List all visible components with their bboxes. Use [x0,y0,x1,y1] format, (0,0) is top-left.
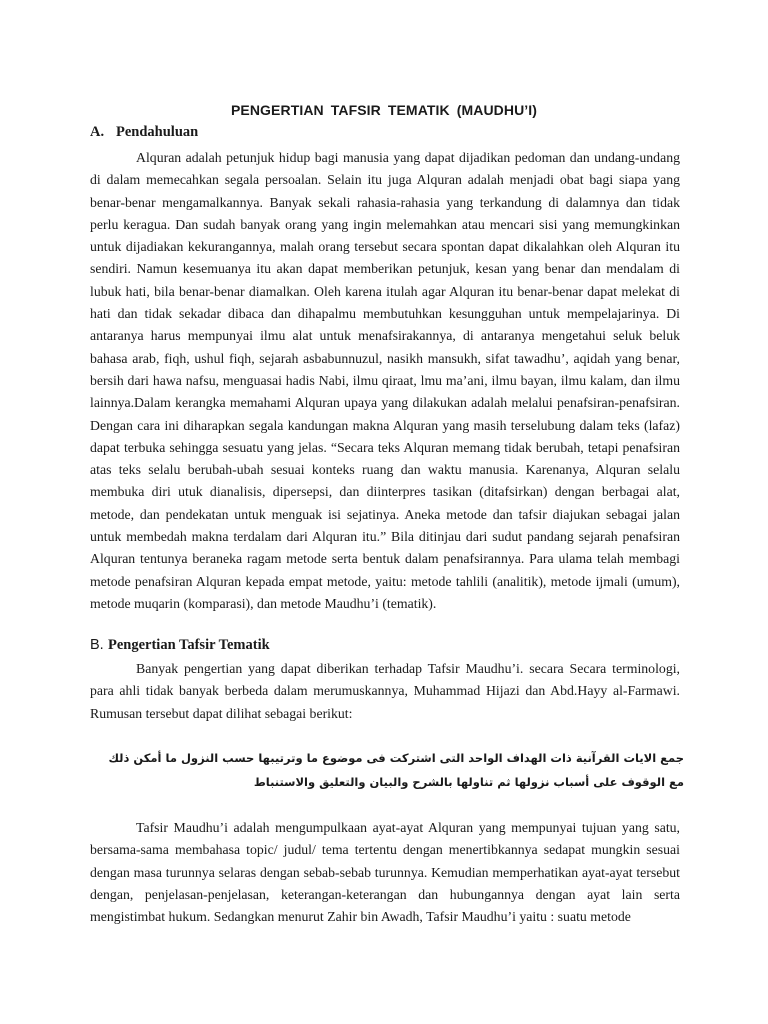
section-a-paragraph [90,147,680,615]
section-b-paragraph-text: Banyak pengertian yang dapat diberikan terhadap Tafsir Maudhu’i. secara Secara terminologi, para ahli tidak banyak berbeda dalam merumuskannya, Muhammad Hijazi dan Abd.Hayy al-Farmawi. Rumusan tersebut dapat dilihat sebagai berikut: [90,661,680,721]
section-a-paragraph-text: Alquran adalah petunjuk hidup bagi manusia yang dapat dijadikan pedoman dan undang-undang di dalam memecahkan segala persoalan. Selain itu juga Alquran adalah menjadi obat bagi siapa yang benar-benar mengamalkannya. Banyak sekali rahasia-rahasia yang terkandung di dalamnya dan tidak perlu keragua. Dan sudah banyak orang yang ingin melemahkan atau mencari sisi yang memungkinkan untuk dijadiakan kekurangannya, malah orang tersebut secara spontan dapat dikalahkan oleh Alquran itu sendiri. Namun kesemuanya itu akan dapat memberikan petunjuk, kesan yang benar dan mendalam di lubuk hati, bila benar-benar diamalkan. Oleh karena itulah agar Alquran itu benar-benar dapat melekat di hati dan tidak sekadar dibaca dan dihapalmu membutuhkan kesungguhan untuk mempelajarinya. Di antaranya harus mempunyai ilmu alat untuk menafsirakannya, di antaranya mengetahui seluk beluk bahasa arab, fiqh, ushul fiqh, sejarah asbabunnuzul, nasikh mansukh, sifat tawadhu’, aqidah yang benar, bersih dari hawa nafsu, menguasai hadis Nabi, ilmu qiraat, lmu ma’ani, ilmu bayan, ilmu kalam, dan ilmu lainnya.Dalam kerangka memahami Alquran upaya yang dilakukan adalah melalui penafsiran-penafsiran. Dengan cara ini diharapkan segala kandungan makna Alquran yang masih terselubung dalam teks (lafaz) dapat terbuka sehingga sesuatu yang jelas. “Secara teks Alquran memang tidak berubah, tetapi penafsiran atas teks selalu berubah-ubah sesuai konteks ruang dan waktu manusia. Karenanya, Alquran selalu membuka diri utuk dianalisis, dipersepsi, dan diinterpres tasikan (ditafsirkan) dengan berbagai alat, metode, dan pendekatan untuk menguak isi sejatinya. Aneka metode dan tafsir diajukan sebagai jalan untuk membedah makna terdalam dari Alquran itu.” Bila ditinjau dari sudut pandang sejarah penafsiran Alquran tentunya beraneka ragam metode serta bentuk dalam penafsirannya. Para ulama telah membagi metode penafsiran Alquran kepada empat metode, yaitu: metode tahlili (analitik), metode ijmali (umum), metode muqarin (komparasi), dan metode Maudhu’i (tematik). [90,150,680,611]
section-b-heading [90,637,270,654]
section-b-paragraph-2-text: Tafsir Maudhu’i adalah mengumpulkaan ayat-ayat Alquran yang mempunyai tujuan yang satu, bersama-sama membahasa topic/ judul/ tema tertentu dengan menertibkannya sedapat mungkin sesuai dengan masa turunnya selaras dengan sebab-sebab turunnya. Kemudian memperhatikan ayat-ayat tersebut dengan, penjelasan-penjelasan, keterangan-keterangan dan hubungannya dengan ayat lain serta mengistimbat hukum. Sedangkan menurut Zahir bin Awadh, Tafsir Maudhu’i yaitu : suatu metode [90,820,680,925]
section-a-heading [90,124,198,141]
section-b-title: Pengertian Tafsir Tematik [108,637,270,653]
section-b-number: B. [90,637,104,653]
section-b-paragraph [90,658,680,725]
section-a-number: A. [90,124,105,140]
section-b-paragraph-2 [90,817,680,928]
document-title: PENGERTIAN TAFSIR TEMATIK (MAUDHU’I) [230,102,538,118]
arabic-definition-quote: جمع الايات القرآنية ذات الهداف الواحد التى اشتركت فى موضوع ما وترتيبها حسب النزول ما أمكن ذلك مع الوقوف على أسباب نزولها ثم تناولها بالشرح والبيان والتعليق والاستنباط [108,751,684,789]
section-a-title: Pendahuluan [116,124,199,140]
